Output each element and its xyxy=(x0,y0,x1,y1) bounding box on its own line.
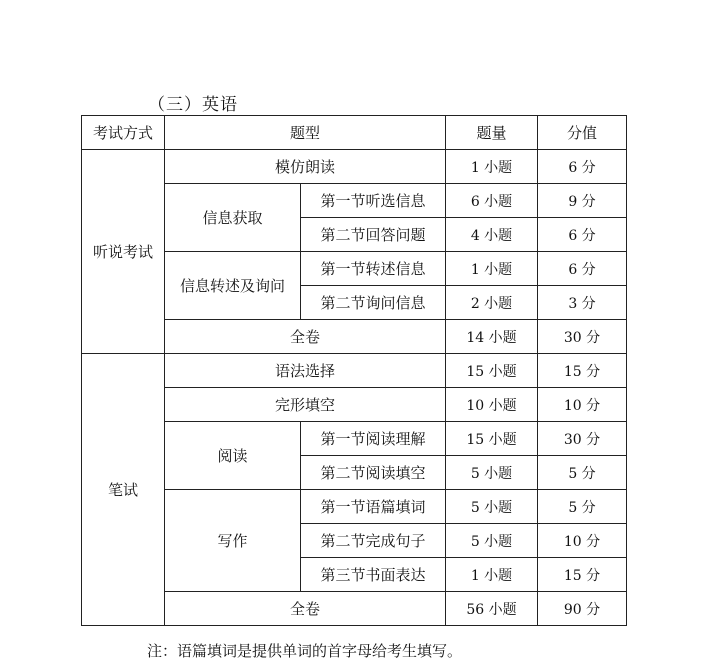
count-cell: 1 小题 xyxy=(446,150,538,184)
subtype-cell: 第二节询问信息 xyxy=(301,286,446,320)
count-cell: 15 小题 xyxy=(446,422,538,456)
score-cell: 5 分 xyxy=(538,456,627,490)
subtype-cell: 第一节听选信息 xyxy=(301,184,446,218)
count-cell: 15 小题 xyxy=(446,354,538,388)
group-cell: 阅读 xyxy=(165,422,301,490)
header-score: 分值 xyxy=(538,116,627,150)
count-cell: 5 小题 xyxy=(446,490,538,524)
subtype-cell: 第二节阅读填空 xyxy=(301,456,446,490)
mode-written: 笔试 xyxy=(82,354,165,626)
count-cell: 10 小题 xyxy=(446,388,538,422)
subtype-cell: 第一节转述信息 xyxy=(301,252,446,286)
total-label: 全卷 xyxy=(165,592,446,626)
count-cell: 2 小题 xyxy=(446,286,538,320)
score-cell: 90 分 xyxy=(538,592,627,626)
score-cell: 10 分 xyxy=(538,524,627,558)
count-cell: 1 小题 xyxy=(446,558,538,592)
exam-structure-table xyxy=(81,115,627,626)
count-cell: 5 小题 xyxy=(446,456,538,490)
score-cell: 5 分 xyxy=(538,490,627,524)
header-mode: 考试方式 xyxy=(82,116,165,150)
count-cell: 56 小题 xyxy=(446,592,538,626)
type-cell: 完形填空 xyxy=(165,388,446,422)
subtype-cell: 第一节语篇填词 xyxy=(301,490,446,524)
subtype-cell: 第一节阅读理解 xyxy=(301,422,446,456)
count-cell: 4 小题 xyxy=(446,218,538,252)
section-title: （三）英语 xyxy=(148,95,238,115)
score-cell: 6 分 xyxy=(538,252,627,286)
count-cell: 5 小题 xyxy=(446,524,538,558)
score-cell: 30 分 xyxy=(538,320,627,354)
subtype-cell: 第三节书面表达 xyxy=(301,558,446,592)
type-cell: 语法选择 xyxy=(165,354,446,388)
score-cell: 6 分 xyxy=(538,218,627,252)
score-cell: 6 分 xyxy=(538,150,627,184)
count-cell: 6 小题 xyxy=(446,184,538,218)
table-row xyxy=(82,354,627,388)
table-header-row xyxy=(82,116,627,150)
header-type: 题型 xyxy=(165,116,446,150)
group-cell: 信息获取 xyxy=(165,184,301,252)
mode-listening: 听说考试 xyxy=(82,150,165,354)
table-row xyxy=(82,150,627,184)
type-cell: 模仿朗读 xyxy=(165,150,446,184)
score-cell: 30 分 xyxy=(538,422,627,456)
count-cell: 1 小题 xyxy=(446,252,538,286)
footnote: 注：语篇填词是提供单词的首字母给考生填写。 xyxy=(147,642,463,660)
group-cell: 信息转述及询问 xyxy=(165,252,301,320)
score-cell: 9 分 xyxy=(538,184,627,218)
header-count: 题量 xyxy=(446,116,538,150)
total-label: 全卷 xyxy=(165,320,446,354)
score-cell: 15 分 xyxy=(538,558,627,592)
group-cell: 写作 xyxy=(165,490,301,592)
subtype-cell: 第二节回答问题 xyxy=(301,218,446,252)
subtype-cell: 第二节完成句子 xyxy=(301,524,446,558)
count-cell: 14 小题 xyxy=(446,320,538,354)
score-cell: 15 分 xyxy=(538,354,627,388)
score-cell: 3 分 xyxy=(538,286,627,320)
score-cell: 10 分 xyxy=(538,388,627,422)
